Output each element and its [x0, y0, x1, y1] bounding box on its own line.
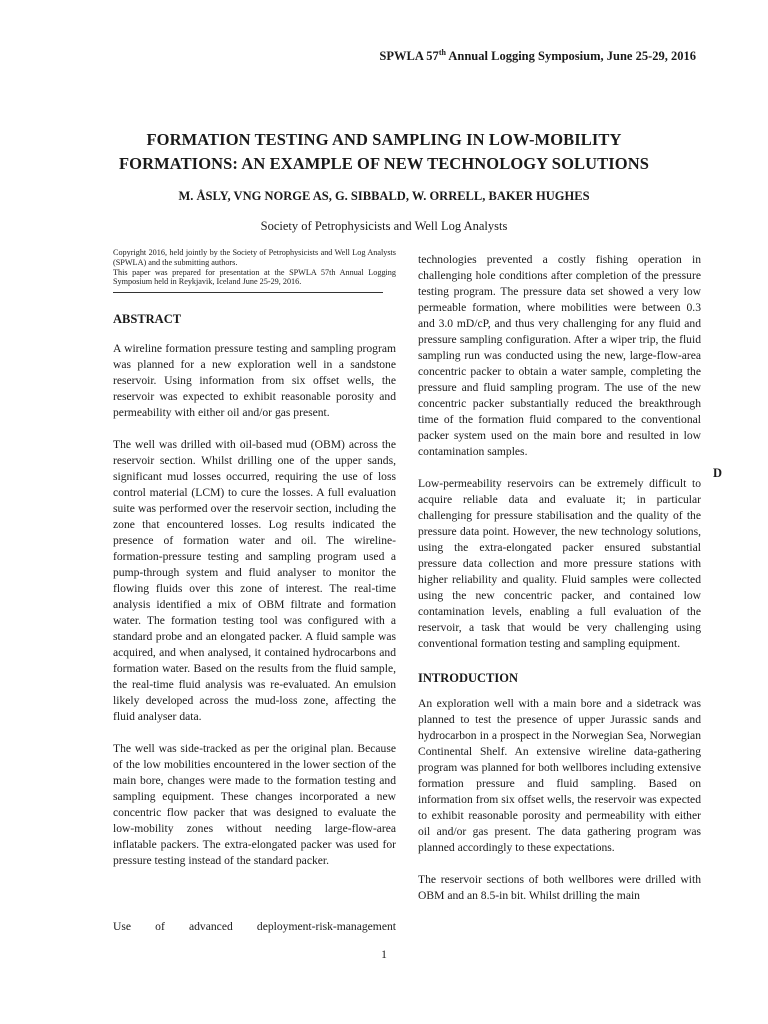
authors: M. ÅSLY, VNG NORGE AS, G. SIBBALD, W. ORRELL, BAKER HUGHES [178, 189, 590, 203]
abstract-paragraph-1: A wireline formation pressure testing and sampling program was planned for a new exploration well in a sandstone reservoir. Using information from six offset wells, the reservoir was expected to exhibit reasonable porosity and permeability with either oil and/or gas present. [113, 342, 396, 420]
abstract-paragraph-2: The well was drilled with oil-based mud (OBM) across the reservoir section. Whilst drilling one of the upper sands, significant mud losses occurred, requiring the use of loss control material (LCM) to cure the losses. A full evaluation suite was performed over the reservoir section, including the zone that encountered losses. Log results indicated the presence of formation water and oil. The wireline-formation-pressure testing and sampling program used a pump-through system and fluid analyser to monitor the flowing fluids over this zone of interest. The real-time analysis identified a mix of OBM filtrate and formation water. The formation testing tool was configured with a standard probe and an elongated packer. A fluid sample was acquired, and when analysed, it contained hydrocarbons and formation water. Based on the results from the fluid sample, the real-time fluid analysis was re-evaluated. An emulsion likely developed across the mud-loss zone, affecting the fluid analyser data. [113, 438, 396, 724]
society-affiliation: Society of Petrophysicists and Well Log Analysts [260, 219, 508, 233]
abstract-paragraph-5: Low-permeability reservoirs can be extremely difficult to acquire reliable data and evaluate it; in particular challenging for pressure stabilisation and the quality of the pressure data point. However, the new technology solutions, using the extra-elongated packer ensured substantial pressure data collection and more pressure stations with higher reliability and quality. Fluid samples were collected using the new concentric packer, and contained low contamination levels, enabling a full evaluation of the reservoir, a task that would be very challenging using conventional formation testing and sampling equipment. [418, 477, 701, 650]
running-header: SPWLA 57th Annual Logging Symposium, June 25-29, 2016 [379, 48, 696, 64]
introduction-paragraph-2: The reservoir sections of both wellbores were drilled with OBM and an 8.5-in bit. Whilst drilling the main [418, 873, 701, 902]
right-column [418, 252, 701, 904]
paper-title [80, 128, 688, 176]
title-line-2: FORMATIONS: AN EXAMPLE OF NEW TECHNOLOGY SOLUTIONS [118, 154, 649, 173]
page-number: 1 [381, 948, 387, 961]
left-column [113, 248, 396, 869]
copyright-notice: Copyright 2016, held jointly by the Society of Petrophysicists and Well Log Analysts (SPWLA) and the submitting authors. This paper was prepared for presentation at the SPWLA 57th Annual Logging Symposium held in Reykjavik, Iceland June 25-29, 2016. [113, 248, 396, 287]
abstract-heading: ABSTRACT [113, 312, 182, 327]
abstract-paragraph-4-continued: technologies prevented a costly fishing operation in challenging hole conditions after completion of the pressure testing program. The pressure data set showed a very low permeable formation, where mobilities were between 0.3 and 3.0 mD/cP, and thus very challenging for any fluid and pressure sampling configuration. After a wiper trip, the fluid sampling run was conducted using the new, large-flow-area concentric packer to obtain a water sample, completing the pressure and fluid sampling program. The use of the new concentric packer substantially reduced the breakthrough time of the formation fluid compared to the conventional packer system used on the main bore and resulted in low contamination samples. [418, 253, 701, 458]
abstract-paragraph-3: The well was side-tracked as per the original plan. Because of the low mobilities encountered in the lower section of the main bore, changes were made to the formation testing and sampling equipment. These changes incorporated a new concentric flow packer that was designed to evaluate the low-mobility zones without needing large-flow-area inflatable packers. The extra-elongated packer was used for pressure testing instead of the standard packer. [113, 742, 396, 868]
introduction-paragraph-1: An exploration well with a main bore and a sidetrack was planned to test the presence of upper Jurassic sands and hydrocarbon in a prospect in the Norwegian Sea, Norwegian Continental Shelf. An extensive wireline data-gathering program was planned for both wellbores including extensive formation pressure and fluid sampling. Based on information from six offset wells, the reservoir was expected to exhibit reasonable porosity and permeability with either oil and/or gas present. The data gathering program was planned accordingly to these expectations. [418, 697, 701, 854]
introduction-heading: INTRODUCTION [418, 671, 519, 685]
abstract-paragraph-4-start: Use of advanced deployment-risk-management [113, 920, 396, 933]
title-line-1: FORMATION TESTING AND SAMPLING IN LOW-MOBILITY [146, 130, 622, 149]
margin-letter: D [713, 466, 723, 480]
